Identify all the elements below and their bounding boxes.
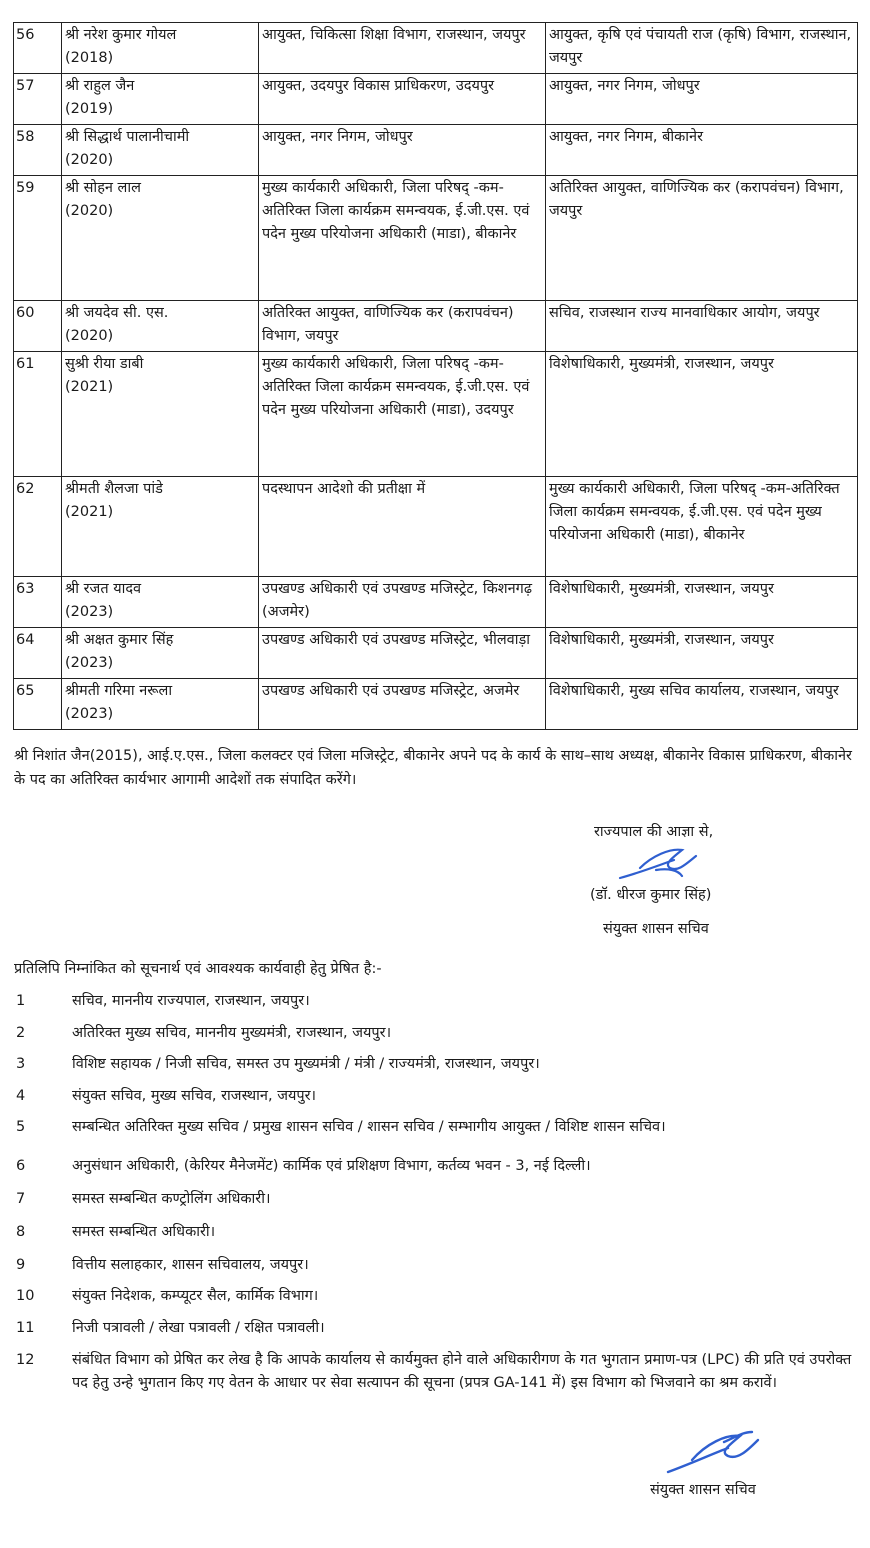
- table-row: [14, 577, 858, 628]
- officer-name: श्री अक्षत कुमार सिंह: [65, 632, 174, 648]
- copy-to-text: संबंधित विभाग को प्रेषित कर लेख है कि आपके कार्यालय से कार्यमुक्त होने वाले अधिकारीगण के गत भुगतान प्रमाण-पत्र (LPC) की प्रति एवं उपरोक्त पद हेतु उन्हे भुगतान किए गए वेतन के आधार पर सेवा सत्यापन की सूचना (प्रपत्र GA-141 में) इस विभाग को भिजवाने का श्रम करावें।: [72, 1352, 852, 1391]
- current-posting: आयुक्त, नगर निगम, जोधपुर: [259, 125, 546, 176]
- copy-to-number: 8: [16, 1224, 26, 1240]
- signature-icon: [612, 842, 702, 886]
- officer-cell: [62, 628, 259, 679]
- serial-number: 56: [14, 23, 62, 74]
- table-row: [14, 74, 858, 125]
- officer-batch-year: (2020): [65, 203, 114, 219]
- copy-to-text: सचिव, माननीय राज्यपाल, राजस्थान, जयपुर।: [72, 993, 310, 1009]
- table-row: [14, 301, 858, 352]
- officer-name: श्री जयदेव सी. एस.: [65, 305, 169, 321]
- serial-number: 58: [14, 125, 62, 176]
- officer-name: श्री सिद्धार्थ पालानीचामी: [65, 129, 190, 145]
- new-posting: विशेषाधिकारी, मुख्यमंत्री, राजस्थान, जयपुर: [546, 577, 858, 628]
- officer-name: श्री राहुल जैन: [65, 78, 135, 94]
- copy-to-text: संयुक्त निदेशक, कम्प्यूटर सैल, कार्मिक विभाग।: [72, 1288, 319, 1304]
- serial-number: 63: [14, 577, 62, 628]
- copy-to-number: 2: [16, 1025, 26, 1041]
- officer-batch-year: (2020): [65, 328, 114, 344]
- officer-cell: [62, 352, 259, 477]
- officer-batch-year: (2021): [65, 504, 114, 520]
- final-designation: संयुक्त शासन सचिव: [650, 1482, 756, 1498]
- copy-to-number: 11: [16, 1320, 35, 1336]
- signatory-designation: संयुक्त शासन सचिव: [603, 921, 709, 937]
- copy-to-text: संयुक्त सचिव, मुख्य सचिव, राजस्थान, जयपुर।: [72, 1088, 317, 1104]
- serial-number: 59: [14, 176, 62, 301]
- copy-to-number: 3: [16, 1056, 26, 1072]
- current-posting: आयुक्त, उदयपुर विकास प्राधिकरण, उदयपुर: [259, 74, 546, 125]
- current-posting: मुख्य कार्यकारी अधिकारी, जिला परिषद् -कम-अतिरिक्त जिला कार्यक्रम समन्वयक, ई.जी.एस. एवं पदेन मुख्य परियोजना अधिकारी (माडा), बीकानेर: [259, 176, 546, 301]
- final-signature-icon: [662, 1428, 764, 1478]
- copy-to-text: समस्त सम्बन्धित कण्ट्रोलिंग अधिकारी।: [72, 1191, 271, 1207]
- officer-batch-year: (2023): [65, 706, 114, 722]
- officer-batch-year: (2019): [65, 101, 114, 117]
- new-posting: अतिरिक्त आयुक्त, वाणिज्यिक कर (करापवंचन) विभाग, जयपुर: [546, 176, 858, 301]
- officer-cell: [62, 679, 259, 730]
- officer-batch-year: (2023): [65, 604, 114, 620]
- officer-name: श्री नरेश कुमार गोयल: [65, 27, 177, 43]
- officer-name: श्री सोहन लाल: [65, 180, 141, 196]
- copy-to-number: 10: [16, 1288, 35, 1304]
- copy-to-text: वित्तीय सलाहकार, शासन सचिवालय, जयपुर।: [72, 1257, 309, 1273]
- copy-to-number: 12: [16, 1352, 35, 1368]
- serial-number: 60: [14, 301, 62, 352]
- current-posting: अतिरिक्त आयुक्त, वाणिज्यिक कर (करापवंचन) विभाग, जयपुर: [259, 301, 546, 352]
- officer-cell: [62, 176, 259, 301]
- current-posting: उपखण्ड अधिकारी एवं उपखण्ड मजिस्ट्रेट, किशनगढ़ (अजमेर): [259, 577, 546, 628]
- copy-to-number: 1: [16, 993, 26, 1009]
- current-posting: आयुक्त, चिकित्सा शिक्षा विभाग, राजस्थान, जयपुर: [259, 23, 546, 74]
- officer-batch-year: (2018): [65, 50, 114, 66]
- serial-number: 64: [14, 628, 62, 679]
- serial-number: 62: [14, 477, 62, 577]
- officer-name: श्रीमती शैलजा पांडे: [65, 481, 163, 497]
- table-row: [14, 352, 858, 477]
- new-posting: मुख्य कार्यकारी अधिकारी, जिला परिषद् -कम-अतिरिक्त जिला कार्यक्रम समन्वयक, ई.जी.एस. एवं पदेन मुख्य परियोजना अधिकारी (माडा), बीकानेर: [546, 477, 858, 577]
- copy-to-number: 6: [16, 1158, 26, 1174]
- table-row: [14, 679, 858, 730]
- new-posting: विशेषाधिकारी, मुख्यमंत्री, राजस्थान, जयपुर: [546, 352, 858, 477]
- officer-batch-year: (2020): [65, 152, 114, 168]
- table-row: [14, 176, 858, 301]
- officer-name: श्रीमती गरिमा नरूला: [65, 683, 173, 699]
- new-posting: आयुक्त, नगर निगम, बीकानेर: [546, 125, 858, 176]
- new-posting: विशेषाधिकारी, मुख्यमंत्री, राजस्थान, जयपुर: [546, 628, 858, 679]
- posting-table-body: [14, 23, 858, 730]
- officer-cell: [62, 74, 259, 125]
- copy-to-number: 9: [16, 1257, 26, 1273]
- table-row: [14, 125, 858, 176]
- officer-cell: [62, 301, 259, 352]
- copy-to-text: अनुसंधान अधिकारी, (केरियर मैनेजमेंट) कार्मिक एवं प्रशिक्षण विभाग, कर्तव्य भवन - 3, नई दिल्ली।: [72, 1158, 591, 1174]
- table-row: [14, 477, 858, 577]
- serial-number: 61: [14, 352, 62, 477]
- governor-order-line: राज्यपाल की आज्ञा से,: [594, 824, 714, 840]
- current-posting: उपखण्ड अधिकारी एवं उपखण्ड मजिस्ट्रेट, भीलवाड़ा: [259, 628, 546, 679]
- new-posting: आयुक्त, कृषि एवं पंचायती राज (कृषि) विभाग, राजस्थान, जयपुर: [546, 23, 858, 74]
- table-row: [14, 23, 858, 74]
- officer-cell: [62, 23, 259, 74]
- copy-to-text: समस्त सम्बन्धित अधिकारी।: [72, 1224, 216, 1240]
- officer-batch-year: (2021): [65, 379, 114, 395]
- officer-name: श्री रजत यादव: [65, 581, 142, 597]
- new-posting: सचिव, राजस्थान राज्य मानवाधिकार आयोग, जयपुर: [546, 301, 858, 352]
- copy-to-number: 7: [16, 1191, 26, 1207]
- copy-to-text: विशिष्ट सहायक / निजी सचिव, समस्त उप मुख्यमंत्री / मंत्री / राज्यमंत्री, राजस्थान, जयपुर।: [72, 1056, 540, 1072]
- new-posting: आयुक्त, नगर निगम, जोधपुर: [546, 74, 858, 125]
- current-posting: उपखण्ड अधिकारी एवं उपखण्ड मजिस्ट्रेट, अजमेर: [259, 679, 546, 730]
- serial-number: 65: [14, 679, 62, 730]
- officer-name: सुश्री रीया डाबी: [65, 356, 144, 372]
- new-posting: विशेषाधिकारी, मुख्य सचिव कार्यालय, राजस्थान, जयपुर: [546, 679, 858, 730]
- signatory-name: (डॉ. धीरज कुमार सिंह): [590, 887, 712, 903]
- copy-to-number: 5: [16, 1119, 26, 1135]
- officer-cell: [62, 477, 259, 577]
- officer-batch-year: (2023): [65, 655, 114, 671]
- copy-to-number: 4: [16, 1088, 26, 1104]
- table-row: [14, 628, 858, 679]
- officer-cell: [62, 125, 259, 176]
- copy-to-heading: प्रतिलिपि निम्नांकित को सूचनार्थ एवं आवश्यक कार्यवाही हेतु प्रेषित है:-: [14, 961, 382, 977]
- officer-cell: [62, 577, 259, 628]
- additional-charge-note: श्री निशांत जैन(2015), आई.ए.एस., जिला कलक्टर एवं जिला मजिस्ट्रेट, बीकानेर अपने पद के कार्य के साथ–साथ अध्यक्ष, बीकानेर विकास प्राधिकरण, बीकानेर के पद का अतिरिक्त कार्यभार आगामी आदेशों तक संपादित करेंगे।: [14, 748, 852, 788]
- current-posting: मुख्य कार्यकारी अधिकारी, जिला परिषद् -कम-अतिरिक्त जिला कार्यक्रम समन्वयक, ई.जी.एस. एवं पदेन मुख्य परियोजना अधिकारी (माडा), उदयपुर: [259, 352, 546, 477]
- copy-to-text: अतिरिक्त मुख्य सचिव, माननीय मुख्यमंत्री, राजस्थान, जयपुर।: [72, 1025, 392, 1041]
- serial-number: 57: [14, 74, 62, 125]
- copy-to-text: सम्बन्धित अतिरिक्त मुख्य सचिव / प्रमुख शासन सचिव / शासन सचिव / सम्भागीय आयुक्त / विशिष्ट शासन सचिव।: [72, 1119, 666, 1135]
- copy-to-text: निजी पत्रावली / लेखा पत्रावली / रक्षित पत्रावली।: [72, 1320, 325, 1336]
- current-posting: पदस्थापन आदेशो की प्रतीक्षा में: [259, 477, 546, 577]
- posting-table: [13, 22, 858, 730]
